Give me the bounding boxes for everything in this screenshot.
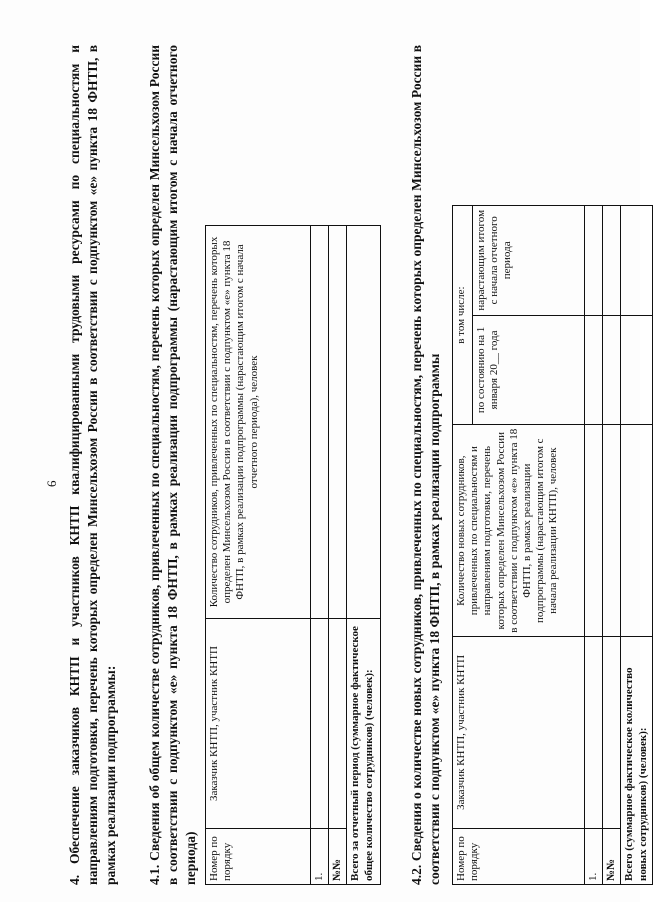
t42-cell bbox=[603, 637, 621, 829]
t41-total-label: Всего за отчетный период (суммарное фактическое общее количество сотрудников) (человек): bbox=[347, 618, 381, 884]
t41-total-value bbox=[347, 226, 381, 619]
t42-cell bbox=[603, 206, 621, 316]
table-4-1 bbox=[205, 225, 381, 885]
t41-cell bbox=[311, 618, 329, 828]
rotated-sheet bbox=[40, 35, 649, 885]
t42-cell bbox=[585, 425, 603, 637]
page-number: 6 bbox=[44, 480, 59, 487]
t42-total-jan1 bbox=[621, 315, 652, 425]
t42-header-count: Количество новых сотрудников, привлеченных по специальностям и направлениям подготовки, перечень которых определен Минсельхозом России в соответствии с подпунктом «е» пункта 18 ФНТП, в рамках реализации подпрограммы (нарастающим итогом с начала реализации КНТП), человек bbox=[453, 425, 585, 637]
t42-header-number: Номер по порядку bbox=[453, 828, 585, 884]
t42-cell bbox=[585, 637, 603, 829]
t42-header-cumulative: нарастающим итогом с начала отчетного периода bbox=[473, 206, 585, 316]
t42-row-nn: №№ bbox=[603, 828, 621, 884]
section-4-1-text: 4.1. Сведения об общем количестве сотрудников, привлеченных по специальностям, перечень которых определен Минсельхозом России в соответствии с подпунктом «е» пункта 18 ФНТП, в рамках реализации подпрограммы (нарастающим итогом с начала отчетного периода) bbox=[147, 45, 199, 885]
t41-header-customer: Заказчик КНТП, участник КНТП bbox=[206, 618, 311, 828]
t42-header-including: в том числе: bbox=[453, 206, 473, 425]
t42-cell bbox=[585, 206, 603, 316]
t42-row-1: 1. bbox=[585, 828, 603, 884]
t41-header-number: Номер по порядку bbox=[206, 829, 311, 885]
t41-cell bbox=[329, 226, 347, 619]
t41-header-count: Количество сотрудников, привлеченных по специальностям, перечень которых определен Минсельхозом России в соответствии с подпунктом «е» пункта 18 ФНТП, в рамках реализации подпрограммы (нарастающим итогом с начала отчетного периода), человек bbox=[206, 226, 311, 619]
t41-cell bbox=[329, 618, 347, 828]
section-4-2-text: 4.2. Сведения о количестве новых сотрудников, привлеченных по специальностям, перечень которых определен Минсельхозом России в соответствии с подпунктом «е» пункта 18 ФНТП, в рамках реализации подпрограммы bbox=[409, 45, 443, 885]
t42-header-customer: Заказчик КНТП, участник КНТП bbox=[453, 637, 585, 829]
t42-header-jan1: по состоянию на 1 января 20__ года bbox=[473, 315, 585, 425]
t42-cell bbox=[603, 425, 621, 637]
t41-row-1: 1. bbox=[311, 829, 329, 885]
table-4-2 bbox=[452, 205, 653, 885]
t42-cell bbox=[585, 315, 603, 425]
section-4-text: 4. Обеспечение заказчиков КНТП и участников КНТП квалифицированными трудовыми ресурсами по специальностям и направлениям подготовки, перечень которых определен Минсельхозом России в соответствии с подпунктом «е» пункта 18 ФНТП, в рамках реализации подпрограммы: bbox=[67, 45, 119, 885]
t42-total-label: Всего (суммарное фактическое количество новых сотрудников) (человек): bbox=[621, 637, 652, 885]
t42-total-value bbox=[621, 425, 652, 637]
t41-row-nn: №№ bbox=[329, 829, 347, 885]
t42-cell bbox=[603, 315, 621, 425]
t42-total-cumulative bbox=[621, 206, 652, 316]
t41-cell bbox=[311, 226, 329, 619]
